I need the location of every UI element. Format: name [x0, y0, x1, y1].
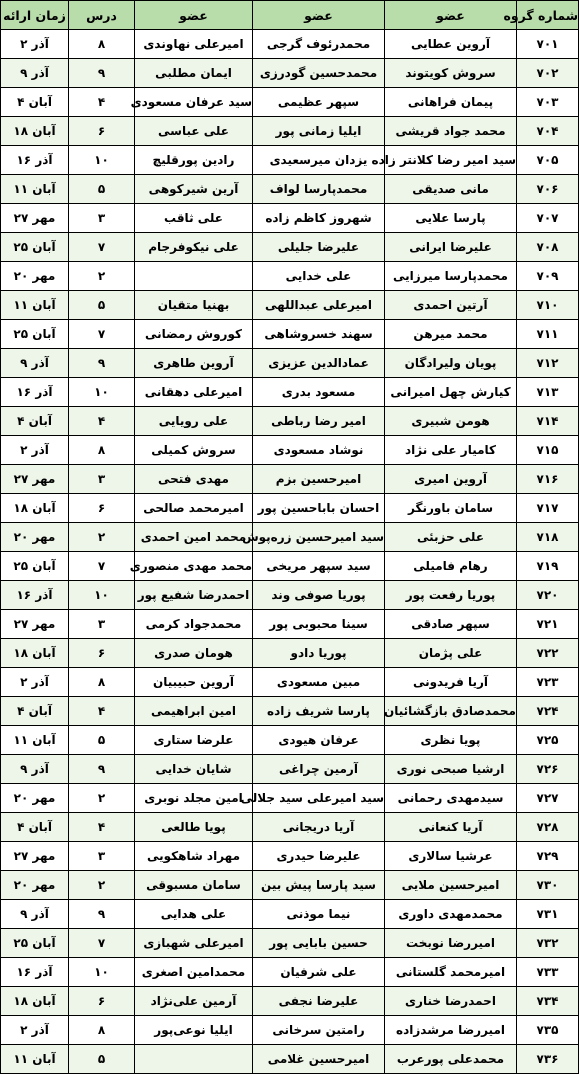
group-number-cell: ۷۲۶	[517, 755, 579, 784]
lesson-cell: ۵	[69, 726, 135, 755]
group-number-cell: ۷۳۴	[517, 987, 579, 1016]
group-number-cell: ۷۰۵	[517, 146, 579, 175]
member-2-cell: رامتین سرخانی	[253, 1016, 385, 1045]
table-row	[1, 784, 579, 813]
member-2-cell: علی خدایی	[253, 262, 385, 291]
table-row	[1, 610, 579, 639]
lesson-cell: ۴	[69, 813, 135, 842]
member-2-cell: سهند خسروشاهی	[253, 320, 385, 349]
table-row	[1, 639, 579, 668]
group-number-cell: ۷۳۲	[517, 929, 579, 958]
table-row	[1, 697, 579, 726]
member-2-cell: حسین بابایی پور	[253, 929, 385, 958]
member-3-cell: پویا طالعی	[135, 813, 253, 842]
member-2-cell: نوشاد مسعودی	[253, 436, 385, 465]
member-1-cell: محمد میرهن	[385, 320, 517, 349]
group-number-cell: ۷۲۴	[517, 697, 579, 726]
member-1-cell: کیارش چهل امیرانی	[385, 378, 517, 407]
member-2-cell: عرفان هیودی	[253, 726, 385, 755]
presentation-time-cell: آبان ۲۵	[1, 552, 69, 581]
member-3-cell: محمدجواد کرمی	[135, 610, 253, 639]
member-3-cell	[135, 262, 253, 291]
group-number-cell: ۷۲۲	[517, 639, 579, 668]
member-3-cell: آرمین علی‌نژاد	[135, 987, 253, 1016]
presentation-time-cell: مهر ۲۰	[1, 871, 69, 900]
group-number-cell: ۷۲۱	[517, 610, 579, 639]
member-3-cell: امیرعلی شهبازی	[135, 929, 253, 958]
member-3-cell: علی رویایی	[135, 407, 253, 436]
group-number-cell: ۷۱۲	[517, 349, 579, 378]
table-row	[1, 262, 579, 291]
group-number-cell: ۷۲۳	[517, 668, 579, 697]
member-1-cell: کامیار علی نژاد	[385, 436, 517, 465]
member-2-cell: علیرضا نجفی	[253, 987, 385, 1016]
member-2-cell: شهروز کاظم زاده	[253, 204, 385, 233]
lesson-cell: ۳	[69, 465, 135, 494]
lesson-cell: ۸	[69, 30, 135, 59]
presentation-time-cell: آبان ۴	[1, 697, 69, 726]
presentation-time-cell: آبان ۱۱	[1, 1045, 69, 1074]
header-member-3: عضو	[135, 1, 253, 30]
presentation-time-cell: مهر ۲۷	[1, 842, 69, 871]
presentation-time-cell: آبان ۲۵	[1, 929, 69, 958]
table-row	[1, 1045, 579, 1074]
member-2-cell: علیرضا حیدری	[253, 842, 385, 871]
member-3-cell	[135, 1045, 253, 1074]
lesson-cell: ۴	[69, 88, 135, 117]
member-3-cell: محمدامین اصغری	[135, 958, 253, 987]
member-3-cell: علی نیکوفرجام	[135, 233, 253, 262]
presentation-time-cell: آذر ۹	[1, 755, 69, 784]
lesson-cell: ۷	[69, 320, 135, 349]
group-number-cell: ۷۰۳	[517, 88, 579, 117]
lesson-cell: ۸	[69, 668, 135, 697]
member-2-cell: محمدحسین گودرزی	[253, 59, 385, 88]
member-1-cell: سید امیر رضا کلانتر زاده	[385, 146, 517, 175]
presentation-time-cell: آبان ۲۵	[1, 233, 69, 262]
member-2-cell: احسان باباحسین پور	[253, 494, 385, 523]
member-3-cell: رادین پورقلیچ	[135, 146, 253, 175]
member-2-cell: سید پارسا پیش بین	[253, 871, 385, 900]
member-2-cell: امیرعلی عبداللهی	[253, 291, 385, 320]
table-row	[1, 378, 579, 407]
member-1-cell: پارسا علایی	[385, 204, 517, 233]
member-1-cell: محمدمهدی داوری	[385, 900, 517, 929]
presentation-time-cell: آبان ۱۸	[1, 494, 69, 523]
presentation-time-cell: مهر ۲۰	[1, 784, 69, 813]
group-number-cell: ۷۰۹	[517, 262, 579, 291]
member-2-cell: امیر رضا رباطی	[253, 407, 385, 436]
lesson-cell: ۹	[69, 900, 135, 929]
member-2-cell: مسعود بدری	[253, 378, 385, 407]
lesson-cell: ۶	[69, 494, 135, 523]
table-row	[1, 320, 579, 349]
member-2-cell: آریا دریجانی	[253, 813, 385, 842]
group-number-cell: ۷۳۶	[517, 1045, 579, 1074]
member-1-cell: سامان باورنگر	[385, 494, 517, 523]
table-row	[1, 59, 579, 88]
group-number-cell: ۷۳۰	[517, 871, 579, 900]
member-2-cell: امیرحسین بزم	[253, 465, 385, 494]
group-number-cell: ۷۲۹	[517, 842, 579, 871]
header-time: زمان ارائه	[1, 1, 69, 30]
member-3-cell: سروش کمیلی	[135, 436, 253, 465]
table-row	[1, 813, 579, 842]
presentation-time-cell: آذر ۲	[1, 668, 69, 697]
member-2-cell: محمدپارسا لواف	[253, 175, 385, 204]
member-2-cell: یزدان میرسعیدی	[253, 146, 385, 175]
member-3-cell: سامان مسبوقی	[135, 871, 253, 900]
presentation-time-cell: مهر ۲۷	[1, 465, 69, 494]
member-2-cell: عمادالدین عزیزی	[253, 349, 385, 378]
member-1-cell: پیمان فراهانی	[385, 88, 517, 117]
lesson-cell: ۷	[69, 552, 135, 581]
table-row	[1, 436, 579, 465]
member-3-cell: آروین حبیبیان	[135, 668, 253, 697]
member-1-cell: ارشیا صبحی نوری	[385, 755, 517, 784]
member-3-cell: مهراد شاهکویی	[135, 842, 253, 871]
presentation-time-cell: آذر ۹	[1, 349, 69, 378]
member-1-cell: محمد جواد قریشی	[385, 117, 517, 146]
member-1-cell: امیررضا مرشدزاده	[385, 1016, 517, 1045]
member-1-cell: آرتین احمدی	[385, 291, 517, 320]
group-number-cell: ۷۱۰	[517, 291, 579, 320]
group-number-cell: ۷۱۳	[517, 378, 579, 407]
member-3-cell: علی ثاقب	[135, 204, 253, 233]
lesson-cell: ۲	[69, 262, 135, 291]
table-row	[1, 407, 579, 436]
member-1-cell: امیرمحمد گلستانی	[385, 958, 517, 987]
lesson-cell: ۵	[69, 175, 135, 204]
lesson-cell: ۶	[69, 987, 135, 1016]
table-row	[1, 494, 579, 523]
table-row	[1, 1016, 579, 1045]
member-3-cell: امیرمحمد صالحی	[135, 494, 253, 523]
member-2-cell: سید سپهر مریخی	[253, 552, 385, 581]
presentation-time-cell: آبان ۲۵	[1, 320, 69, 349]
group-number-cell: ۷۲۰	[517, 581, 579, 610]
presentation-time-cell: مهر ۲۰	[1, 262, 69, 291]
lesson-cell: ۸	[69, 436, 135, 465]
member-2-cell: امیرحسین غلامی	[253, 1045, 385, 1074]
group-number-cell: ۷۲۷	[517, 784, 579, 813]
table-row	[1, 204, 579, 233]
member-1-cell: آروین عطایی	[385, 30, 517, 59]
member-2-cell: سید امیرعلی سید جلالی	[253, 784, 385, 813]
member-3-cell: شایان خدایی	[135, 755, 253, 784]
group-number-cell: ۷۰۱	[517, 30, 579, 59]
table-row	[1, 958, 579, 987]
member-1-cell: هومن شبیری	[385, 407, 517, 436]
lesson-cell: ۹	[69, 755, 135, 784]
header-member-1: عضو	[385, 1, 517, 30]
presentation-time-cell: مهر ۲۷	[1, 204, 69, 233]
member-2-cell: آرمین چراغی	[253, 755, 385, 784]
member-3-cell: محمد امین احمدی	[135, 523, 253, 552]
presentation-time-cell: آبان ۱۱	[1, 726, 69, 755]
member-3-cell: مهدی فتحی	[135, 465, 253, 494]
member-1-cell: سیدمهدی رحمانی	[385, 784, 517, 813]
table-row	[1, 291, 579, 320]
member-1-cell: آریا فریدونی	[385, 668, 517, 697]
table-row	[1, 842, 579, 871]
group-number-cell: ۷۱۱	[517, 320, 579, 349]
table-row	[1, 987, 579, 1016]
lesson-cell: ۲	[69, 871, 135, 900]
lesson-cell: ۱۰	[69, 378, 135, 407]
member-3-cell: آروین طاهری	[135, 349, 253, 378]
presentation-time-cell: آبان ۱۱	[1, 291, 69, 320]
member-2-cell: ایلیا زمانی پور	[253, 117, 385, 146]
member-2-cell: مبین مسعودی	[253, 668, 385, 697]
group-number-cell: ۷۱۵	[517, 436, 579, 465]
member-2-cell: سینا محبوبی پور	[253, 610, 385, 639]
member-3-cell: آرین شیرکوهی	[135, 175, 253, 204]
header-row	[1, 1, 579, 30]
presentation-time-cell: آبان ۱۸	[1, 987, 69, 1016]
table-row	[1, 755, 579, 784]
presentation-time-cell: آذر ۲	[1, 30, 69, 59]
member-2-cell: محمدرئوف گرجی	[253, 30, 385, 59]
presentation-time-cell: آذر ۱۶	[1, 146, 69, 175]
header-lesson: درس	[69, 1, 135, 30]
table-body	[1, 30, 579, 1074]
table-row	[1, 929, 579, 958]
table-row	[1, 900, 579, 929]
group-number-cell: ۷۰۶	[517, 175, 579, 204]
member-3-cell: بهنیا متقیان	[135, 291, 253, 320]
lesson-cell: ۳	[69, 204, 135, 233]
lesson-cell: ۹	[69, 59, 135, 88]
lesson-cell: ۱۰	[69, 146, 135, 175]
presentation-time-cell: آذر ۹	[1, 900, 69, 929]
presentation-time-cell: آبان ۱۸	[1, 117, 69, 146]
lesson-cell: ۴	[69, 407, 135, 436]
group-number-cell: ۷۱۸	[517, 523, 579, 552]
presentation-time-cell: آبان ۴	[1, 88, 69, 117]
lesson-cell: ۶	[69, 639, 135, 668]
table-row	[1, 146, 579, 175]
member-1-cell: احمدرضا خناری	[385, 987, 517, 1016]
presentation-time-cell: آبان ۴	[1, 813, 69, 842]
group-number-cell: ۷۳۳	[517, 958, 579, 987]
member-1-cell: علیرضا ایرانی	[385, 233, 517, 262]
header-group: شماره گروه	[517, 1, 579, 30]
member-3-cell: محمد مهدی منصوری	[135, 552, 253, 581]
table-row	[1, 349, 579, 378]
lesson-cell: ۷	[69, 233, 135, 262]
member-1-cell: مانی صدیقی	[385, 175, 517, 204]
table-row	[1, 30, 579, 59]
member-2-cell: علی شرفیان	[253, 958, 385, 987]
member-3-cell: امین ابراهیمی	[135, 697, 253, 726]
table-row	[1, 552, 579, 581]
member-3-cell: علی هدایی	[135, 900, 253, 929]
group-number-cell: ۷۰۴	[517, 117, 579, 146]
member-3-cell: احمدرضا شفیع پور	[135, 581, 253, 610]
member-1-cell: عرشیا سالاری	[385, 842, 517, 871]
table-row	[1, 581, 579, 610]
member-1-cell: امیرحسین ملایی	[385, 871, 517, 900]
table-row	[1, 726, 579, 755]
member-3-cell: کوروش رمضانی	[135, 320, 253, 349]
member-2-cell: سپهر عظیمی	[253, 88, 385, 117]
member-3-cell: هومان صدری	[135, 639, 253, 668]
member-1-cell: آریا کنعانی	[385, 813, 517, 842]
presentation-time-cell: آذر ۹	[1, 59, 69, 88]
member-3-cell: علی عباسی	[135, 117, 253, 146]
table-row	[1, 117, 579, 146]
presentation-time-cell: آبان ۱۱	[1, 175, 69, 204]
group-number-cell: ۷۰۸	[517, 233, 579, 262]
member-1-cell: سروش کویتوند	[385, 59, 517, 88]
member-1-cell: سپهر صادقی	[385, 610, 517, 639]
member-3-cell: امیرعلی دهقانی	[135, 378, 253, 407]
table-row	[1, 233, 579, 262]
lesson-cell: ۱۰	[69, 958, 135, 987]
member-2-cell: پوریا دادو	[253, 639, 385, 668]
member-1-cell: علی پژمان	[385, 639, 517, 668]
lesson-cell: ۳	[69, 842, 135, 871]
member-2-cell: پوریا صوفی وند	[253, 581, 385, 610]
member-1-cell: محمدصادق بازگشائیان	[385, 697, 517, 726]
group-number-cell: ۷۲۵	[517, 726, 579, 755]
lesson-cell: ۸	[69, 1016, 135, 1045]
table-row	[1, 465, 579, 494]
presentation-time-cell: مهر ۲۷	[1, 610, 69, 639]
group-number-cell: ۷۰۷	[517, 204, 579, 233]
lesson-cell: ۷	[69, 929, 135, 958]
member-1-cell: پوریا رفعت پور	[385, 581, 517, 610]
presentation-time-cell: آبان ۱۸	[1, 639, 69, 668]
presentation-time-cell: آذر ۲	[1, 1016, 69, 1045]
table-row	[1, 88, 579, 117]
presentation-time-cell: آذر ۱۶	[1, 378, 69, 407]
group-number-cell: ۷۲۸	[517, 813, 579, 842]
member-3-cell: امین مجلد نوبری	[135, 784, 253, 813]
lesson-cell: ۹	[69, 349, 135, 378]
presentation-time-cell: آذر ۱۶	[1, 958, 69, 987]
group-number-cell: ۷۱۶	[517, 465, 579, 494]
lesson-cell: ۶	[69, 117, 135, 146]
presentation-time-cell: آبان ۴	[1, 407, 69, 436]
member-1-cell: پویا نظری	[385, 726, 517, 755]
member-2-cell: علیرضا جلیلی	[253, 233, 385, 262]
group-number-cell: ۷۳۱	[517, 900, 579, 929]
member-3-cell: امیرعلی نهاوندی	[135, 30, 253, 59]
presentation-time-cell: آذر ۲	[1, 436, 69, 465]
member-3-cell: ایلیا نوعی‌پور	[135, 1016, 253, 1045]
table-row	[1, 523, 579, 552]
table-row	[1, 871, 579, 900]
lesson-cell: ۱۰	[69, 581, 135, 610]
lesson-cell: ۳	[69, 610, 135, 639]
member-1-cell: محمدعلی پورعرب	[385, 1045, 517, 1074]
member-1-cell: محمدپارسا میرزایی	[385, 262, 517, 291]
member-2-cell: پارسا شریف زاده	[253, 697, 385, 726]
lesson-cell: ۵	[69, 1045, 135, 1074]
member-1-cell: پویان ولیرادگان	[385, 349, 517, 378]
group-number-cell: ۷۱۹	[517, 552, 579, 581]
member-1-cell: علی حزبئی	[385, 523, 517, 552]
lesson-cell: ۲	[69, 784, 135, 813]
table-row	[1, 668, 579, 697]
table-row	[1, 175, 579, 204]
member-1-cell: آروین امیری	[385, 465, 517, 494]
presentation-time-cell: آذر ۱۶	[1, 581, 69, 610]
table-header	[1, 1, 579, 30]
lesson-cell: ۲	[69, 523, 135, 552]
presentation-time-cell: مهر ۲۰	[1, 523, 69, 552]
group-number-cell: ۷۱۴	[517, 407, 579, 436]
member-3-cell: سید عرفان مسعودی	[135, 88, 253, 117]
member-3-cell: علرضا ستاری	[135, 726, 253, 755]
member-2-cell: نیما موذنی	[253, 900, 385, 929]
member-1-cell: امیررضا نوبخت	[385, 929, 517, 958]
lesson-cell: ۵	[69, 291, 135, 320]
group-number-cell: ۷۱۷	[517, 494, 579, 523]
member-2-cell: سید امیرحسین زره‌پوش	[253, 523, 385, 552]
group-number-cell: ۷۰۲	[517, 59, 579, 88]
lesson-cell: ۴	[69, 697, 135, 726]
header-member-2: عضو	[253, 1, 385, 30]
member-3-cell: ایمان مطلبی	[135, 59, 253, 88]
member-1-cell: رهام فامیلی	[385, 552, 517, 581]
group-number-cell: ۷۳۵	[517, 1016, 579, 1045]
